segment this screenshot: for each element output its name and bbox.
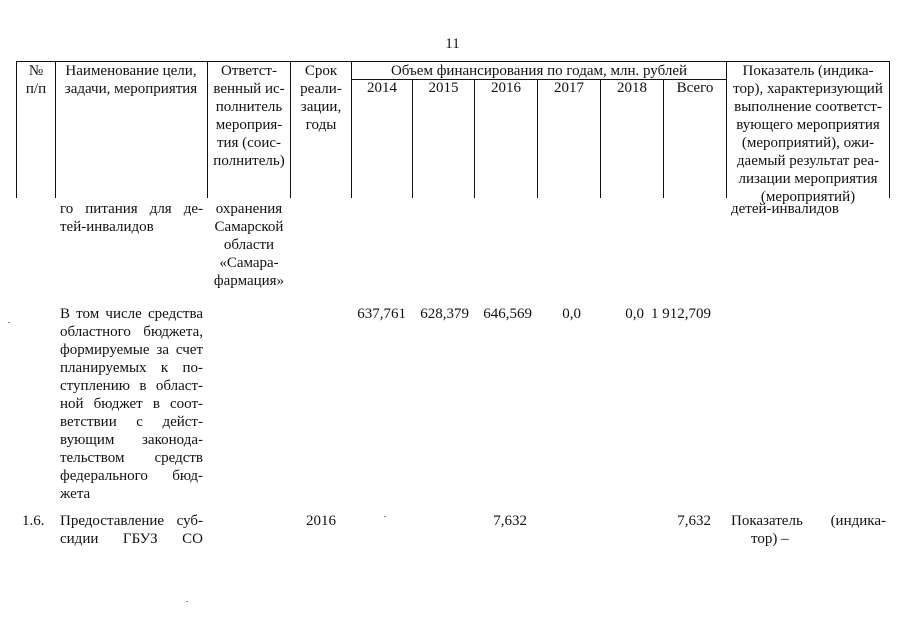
header-year: 2014 bbox=[367, 80, 397, 96]
header-year: 2015 bbox=[428, 80, 459, 96]
item-term: 2016 bbox=[306, 513, 336, 529]
regional-name-line: областного бюджета, bbox=[60, 324, 203, 340]
header-total: Всего bbox=[676, 80, 714, 96]
item-name-line: Предоставление суб- bbox=[60, 513, 203, 529]
cont-responsible: охранения Самарской области «Самара- фармация» bbox=[213, 201, 285, 289]
item-value-2016: 7,632 bbox=[493, 513, 527, 529]
header-term: Срок реали- зации, годы bbox=[300, 63, 342, 133]
scan-speck bbox=[8, 322, 10, 323]
regional-name-line: вующим законода- bbox=[60, 432, 203, 448]
header-number: № п/п bbox=[25, 63, 47, 97]
cont-name-line: тей-инвалидов bbox=[60, 219, 154, 235]
item-number: 1.6. bbox=[22, 513, 45, 529]
regional-name-line: федерального бюд- bbox=[60, 468, 203, 484]
regional-value-2015: 628,379 bbox=[420, 306, 469, 322]
regional-name-line: формируемые за счет bbox=[60, 342, 203, 358]
regional-name-line: В том числе средства bbox=[60, 306, 203, 322]
item-indicator-line: Показатель (индика- bbox=[731, 513, 886, 529]
regional-name-line: тельством средств bbox=[60, 450, 203, 466]
header-indicator: Показатель (индика- тор), характеризующий выполнение соответст- вующего мероприятия (мероприятий), ожи- даемый результат реа- лизации мероприятия (мероприятий) bbox=[733, 63, 883, 205]
regional-name-line: ной бюджет в соот- bbox=[60, 396, 203, 412]
scan-speck bbox=[186, 601, 188, 602]
header-year: 2018 bbox=[617, 80, 647, 96]
header-responsible: Ответст- венный ис- полнитель мероприя- тия (соис- полнитель) bbox=[213, 63, 285, 169]
regional-value-2016: 646,569 bbox=[483, 306, 532, 322]
scan-speck bbox=[384, 516, 386, 517]
header-funding: Объем финансирования по годам, млн. рублей bbox=[390, 63, 688, 79]
regional-value-total: 1 912,709 bbox=[651, 306, 711, 322]
regional-value-2014: 637,761 bbox=[357, 306, 406, 322]
header-name: Наименование цели, задачи, мероприятия bbox=[64, 63, 198, 97]
header-year: 2016 bbox=[491, 80, 521, 96]
item-indicator-line: тор) – bbox=[751, 531, 789, 547]
regional-value-2018: 0,0 bbox=[625, 306, 644, 322]
item-value-total: 7,632 bbox=[677, 513, 711, 529]
cont-indicator: детей-инвалидов bbox=[731, 201, 839, 217]
regional-value-2017: 0,0 bbox=[562, 306, 581, 322]
regional-name-line: ступлению в област- bbox=[60, 378, 203, 394]
regional-name-line: планируемых к по- bbox=[60, 360, 203, 376]
regional-name-line: ветствии с дейст- bbox=[60, 414, 203, 430]
page-number: 11 bbox=[445, 36, 460, 52]
column-divider bbox=[55, 61, 56, 198]
header-year: 2017 bbox=[554, 80, 584, 96]
regional-name-line: жета bbox=[60, 486, 91, 502]
cont-name-line: го питания для де- bbox=[60, 201, 203, 217]
item-name-line: сидии ГБУЗ СО bbox=[60, 531, 203, 547]
table-border bbox=[889, 61, 890, 198]
